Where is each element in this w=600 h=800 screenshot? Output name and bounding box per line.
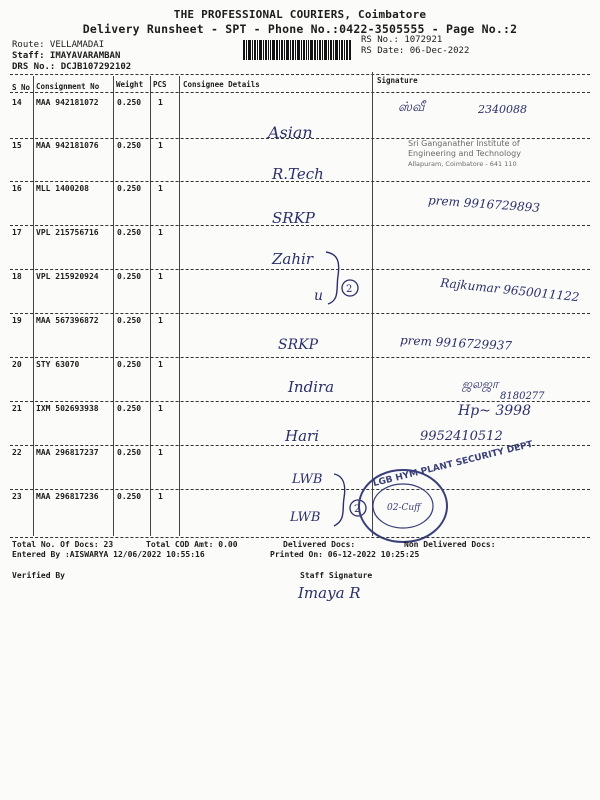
row-pcs: 1 <box>158 360 163 369</box>
row-sno: 23 <box>12 492 22 501</box>
row-sno: 17 <box>12 228 22 237</box>
staff-signature: Imaya R <box>298 584 361 602</box>
row-divider <box>10 489 590 490</box>
delivered-docs: Delivered Docs: <box>283 540 356 549</box>
row-pcs: 1 <box>158 404 163 413</box>
verified-by: Verified By <box>12 571 65 580</box>
row-divider <box>10 269 590 270</box>
signature-phone: prem 9916729937 <box>399 333 513 353</box>
col-divider <box>179 76 180 536</box>
institute-stamp-line: Engineering and Technology <box>408 149 521 158</box>
drs-number: DRS No.: DCJB107292102 <box>12 62 132 72</box>
row-sno: 16 <box>12 184 22 193</box>
col-header-signature: Signature <box>377 76 418 85</box>
runsheet-subtitle: Delivery Runsheet - SPT - Phone No.:0422-3505555 - Page No.:2 <box>82 22 518 36</box>
col-header-weight: Weight <box>116 80 144 89</box>
consignee-name: Asian <box>268 123 313 142</box>
row-consignment-no: MAA 296817236 <box>36 492 99 501</box>
consignee-name: R.Tech <box>272 165 324 183</box>
row-pcs: 1 <box>158 316 163 325</box>
row-pcs: 1 <box>158 98 163 107</box>
consignee-name: LWB <box>290 510 321 525</box>
non-delivered-docs: Non Delivered Docs: <box>404 540 496 549</box>
row-pcs: 1 <box>158 141 163 150</box>
signature-scribble: Hp~ 3998 <box>458 403 531 419</box>
row-consignment-no: MAA 567396872 <box>36 316 99 325</box>
signature-phone: Rajkumar 9650011122 <box>439 275 580 305</box>
row-weight: 0.250 <box>117 492 142 501</box>
row-sno: 15 <box>12 141 22 150</box>
row-sno: 14 <box>12 98 22 107</box>
col-header-sno: S No <box>12 83 31 92</box>
row-weight: 0.250 <box>117 98 142 107</box>
row-consignment-no: MAA 942181072 <box>36 98 99 107</box>
total-cod-amount: Total COD Amt: 0.00 <box>146 540 238 549</box>
col-header-consignment: Consignment No <box>36 82 100 91</box>
rs-number: RS No.: 1072921 <box>361 35 443 45</box>
col-header-pcs: PCS <box>153 80 167 89</box>
institute-stamp-line: Allapuram, Coimbatore - 641 110 <box>408 160 517 168</box>
row-consignment-no: VPL 215756716 <box>36 228 99 237</box>
row-consignment-no: MAA 296817237 <box>36 448 99 457</box>
row-weight: 0.250 <box>117 448 142 457</box>
staff-label: Staff: IMAYAVARAMBAN <box>12 51 121 61</box>
row-sno: 18 <box>12 272 22 281</box>
col-divider <box>150 76 151 536</box>
footer-rule <box>10 537 590 538</box>
rs-date: RS Date: 06-Dec-2022 <box>361 46 470 56</box>
consignee-name: Hari <box>285 427 319 445</box>
printed-on: Printed On: 06-12-2022 10:25:25 <box>270 550 420 559</box>
signature-phone: 9952410512 <box>420 429 503 444</box>
row-sno: 22 <box>12 448 22 457</box>
signature-scribble: ஜலஜா <box>462 377 499 391</box>
row-pcs: 1 <box>158 272 163 281</box>
staff-signature-label: Staff Signature <box>300 571 373 580</box>
consignee-name: Zahir <box>272 250 313 268</box>
row-pcs: 1 <box>158 492 163 501</box>
entered-by: Entered By :AISWARYA 12/06/2022 10:55:16 <box>12 550 205 559</box>
row-weight: 0.250 <box>117 404 142 413</box>
svg-text:2: 2 <box>346 284 353 295</box>
header-rule-bottom <box>10 92 590 93</box>
row-consignment-no: VPL 215920924 <box>36 272 99 281</box>
row-weight: 0.250 <box>117 316 142 325</box>
consignee-name: Indira <box>288 378 335 396</box>
row-sno: 19 <box>12 316 22 325</box>
row-consignment-no: STY 63070 <box>36 360 80 369</box>
row-divider <box>10 357 590 358</box>
signature-phone: prem 9916729893 <box>427 193 541 215</box>
row-weight: 0.250 <box>117 272 142 281</box>
signature-phone: 2340088 <box>478 103 527 116</box>
stamp-ring-text: LGB HYM PLANT SECURITY DEPT <box>372 439 534 490</box>
row-sno: 21 <box>12 404 22 413</box>
total-docs: Total No. Of Docs: 23 <box>12 540 114 549</box>
row-consignment-no: IXM 502693938 <box>36 404 99 413</box>
col-divider <box>33 76 34 536</box>
row-pcs: 1 <box>158 448 163 457</box>
consignee-name: u <box>314 288 324 304</box>
barcode <box>243 40 351 60</box>
svg-text:2: 2 <box>354 504 361 515</box>
row-pcs: 1 <box>158 228 163 237</box>
row-weight: 0.250 <box>117 228 142 237</box>
col-divider <box>113 76 114 536</box>
company-title: THE PROFESSIONAL COURIERS, Coimbatore <box>173 8 427 21</box>
col-header-consignee: Consignee Details <box>183 80 260 89</box>
col-divider <box>372 72 373 536</box>
row-weight: 0.250 <box>117 184 142 193</box>
row-divider <box>10 313 590 314</box>
signature-phone: 8180277 <box>500 391 545 402</box>
institute-stamp-line: Sri Ganganather Institute of <box>408 139 520 148</box>
row-consignment-no: MAA 942181076 <box>36 141 99 150</box>
consignee-name: SRKP <box>278 337 319 353</box>
signature-scribble: ஸ்வீ <box>398 100 425 115</box>
row-weight: 0.250 <box>117 360 142 369</box>
stamp-center-text: 02-Cuff <box>387 503 421 513</box>
consignee-name: SRKP <box>272 209 315 227</box>
institute-stamp <box>408 139 521 169</box>
route-label: Route: VELLAMADAI <box>12 40 105 50</box>
header-rule-top <box>10 74 590 75</box>
row-consignment-no: MLL 1400208 <box>36 184 89 193</box>
row-weight: 0.250 <box>117 141 142 150</box>
bracket-mark <box>320 248 360 308</box>
row-sno: 20 <box>12 360 22 369</box>
row-pcs: 1 <box>158 184 163 193</box>
consignee-name: LWB <box>292 472 323 487</box>
